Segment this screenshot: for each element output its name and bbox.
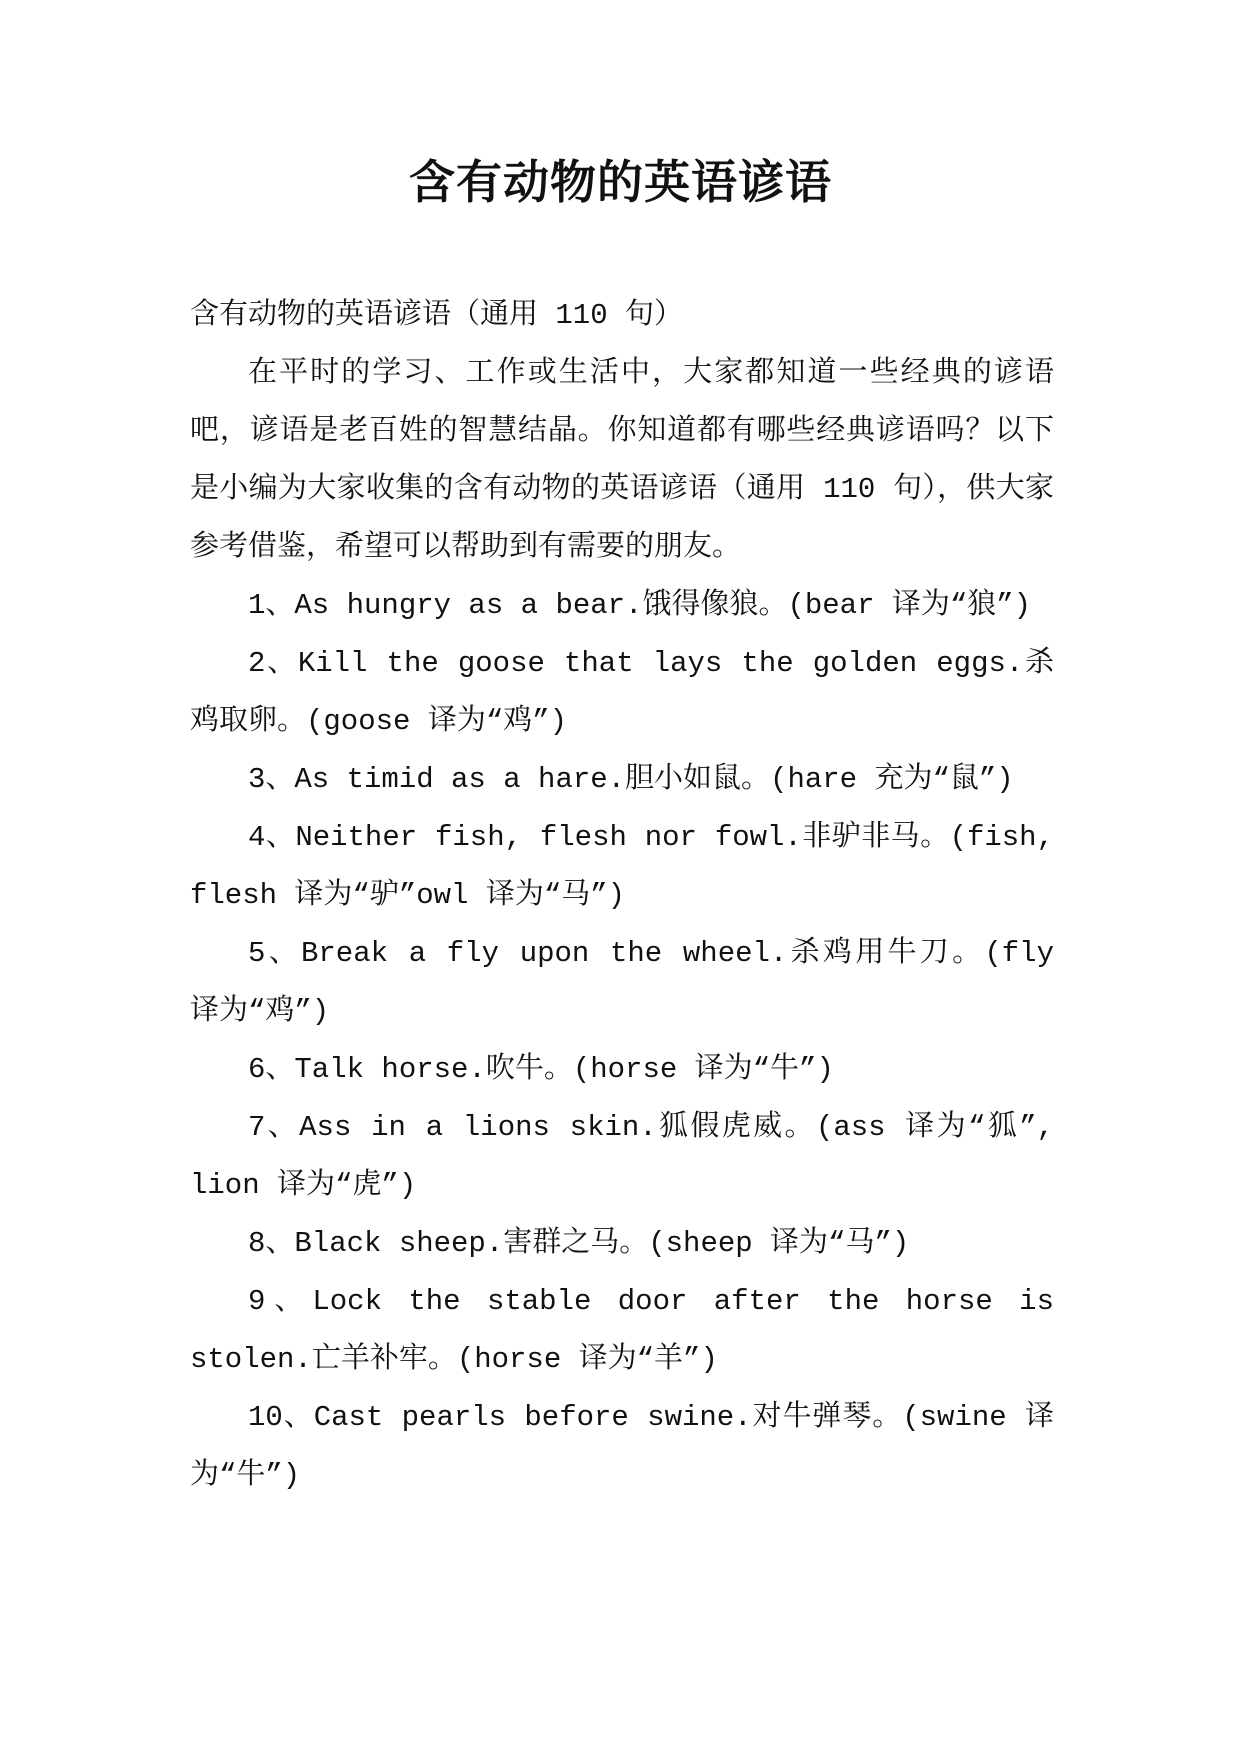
document-title: 含有动物的英语谚语 [409,155,832,209]
intro-paragraph: 在平时的学习、工作或生活中，大家都知道一些经典的谚语吧，谚语是老百姓的智慧结晶。你知道都有哪些经典谚语吗？以下是小编为大家收集的含有动物的英语谚语（通用 110 句），供大家参考借鉴，希望可以帮助到有需要的朋友。 [190,357,1054,564]
proverb-item: 3、As timid as a hare.胆小如鼠。(hare 充为“鼠”) [248,763,1014,796]
proverb-item: 5、Break a fly upon the wheel.杀鸡用牛刀。(fly 译为“鸡”) [190,937,1054,1028]
document-subtitle: 含有动物的英语谚语（通用 110 句） [190,299,684,332]
proverb-item: 7、Ass in a lions skin.狐假虎威。(ass 译为“狐”, lion 译为“虎”) [190,1111,1054,1202]
proverb-item: 1、As hungry as a bear.饿得像狼。(bear 译为“狼”) [248,589,1032,622]
proverb-item: 2、Kill the goose that lays the golden eggs.杀鸡取卵。(goose 译为“鸡”) [190,647,1054,738]
proverb-item: 10、Cast pearls before swine.对牛弹琴。(swine 译为“牛”) [190,1401,1054,1492]
proverb-item: 4、Neither fish, flesh nor fowl.非驴非马。(fish, flesh 译为“驴”owl 译为“马”) [190,821,1054,912]
proverb-item: 8、Black sheep.害群之马。(sheep 译为“马”) [248,1227,910,1260]
proverb-item: 9、Lock the stable door after the horse is stolen.亡羊补牢。(horse 译为“羊”) [190,1285,1054,1376]
proverb-item: 6、Talk horse.吹牛。(horse 译为“牛”) [248,1053,834,1086]
document-body [190,287,1054,1505]
